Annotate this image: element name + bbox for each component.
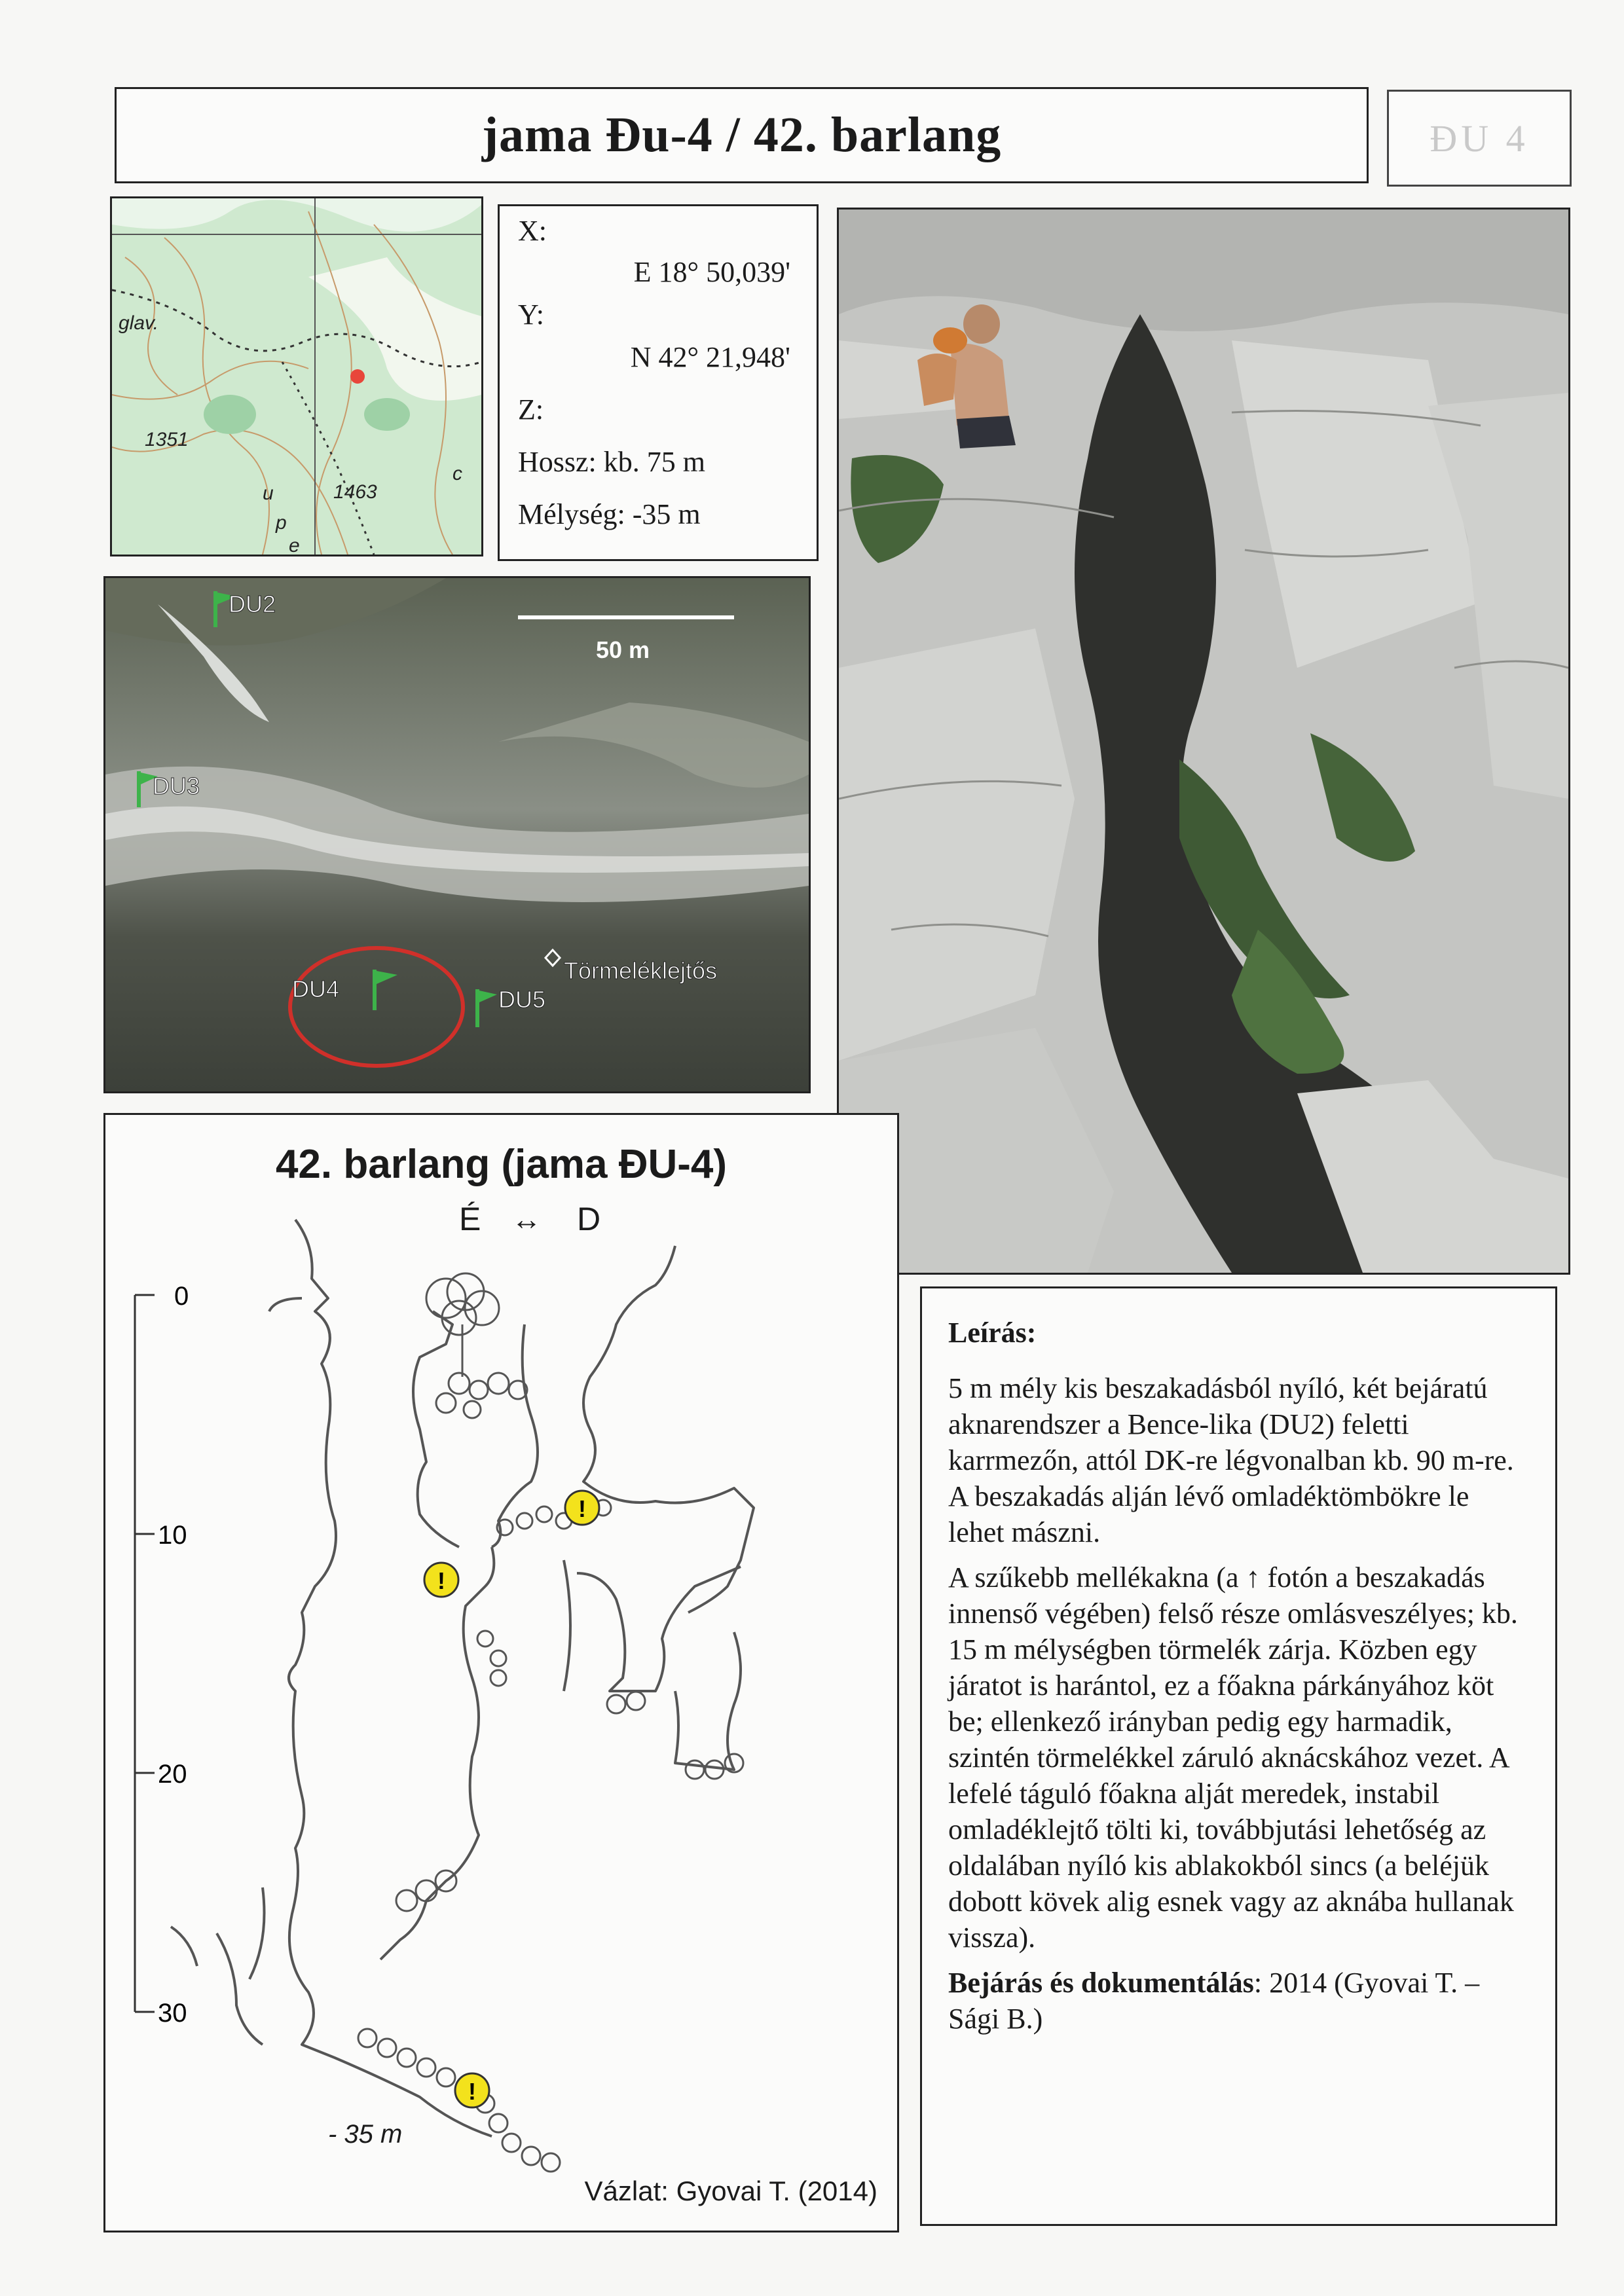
marker-du2-label: DU2 [229,591,276,617]
orientation-north: É [459,1201,481,1237]
survey-label: Bejárás és dokumentálás [948,1967,1254,1999]
coordinates-box [498,204,819,561]
cave-location-marker [350,369,365,384]
scale-tick-20: 20 [158,1760,187,1789]
photo-graphic [839,210,1568,1273]
cave-entrance-photo [837,208,1570,1275]
svg-text:!: ! [578,1495,586,1522]
svg-text:!: ! [468,2078,476,2105]
map-graphic [112,198,481,555]
map-label-p: p [276,512,287,534]
cave-code-box [1387,90,1572,187]
page-title: jama Đu-4 / 42. barlang [481,107,1002,162]
sketch-credit: Vázlat: Gyovai T. (2014) [584,2176,877,2206]
depth-scale [135,1295,155,2012]
y-label: Y: [518,299,544,331]
orientation-arrow: ↔ [511,1202,542,1236]
marker-debris-label: Törmeléklejtős [564,957,718,984]
svg-text:!: ! [437,1567,445,1594]
depth-value: Mélység: -35 m [518,498,701,530]
z-label: Z: [518,393,544,426]
warning-icon-1 [565,1491,599,1525]
topographic-map [110,196,483,556]
length-value: Hossz: kb. 75 m [518,446,705,478]
cave-sketch [103,1113,899,2232]
map-label-u: u [263,483,274,504]
marker-du4-label: DU4 [292,975,340,1002]
y-value: N 42° 21,948' [630,341,790,373]
map-label-1463: 1463 [333,481,377,503]
x-label: X: [518,215,547,247]
marker-du3-label: DU3 [153,773,200,799]
survey-info [948,1965,1529,2037]
depth-label: - 35 m [328,2120,403,2149]
orientation-south: D [577,1201,601,1237]
warning-icon-2 [424,1563,458,1597]
scale-tick-10: 10 [158,1521,187,1550]
description-box [920,1286,1557,2226]
satellite-image [103,576,811,1093]
map-label-e: e [289,535,300,555]
satellite-graphic [105,578,809,1091]
scale-tick-30: 30 [158,1999,187,2028]
sketch-graphic [105,1115,897,2231]
description-paragraph-1: 5 m mély kis beszakadásból nyíló, két bejáratú aknarendszer a Bence-lika (DU2) feletti karrmezőn, attól DK-re légvonalban kb. 90 m-re. A beszakadás alján lévő omladéktömbökre le lehet mászni. [948,1372,1514,1548]
cave-code: ĐU 4 [1430,117,1529,160]
map-label-c: c [452,463,462,484]
description-paragraph-2: A szűkebb mellékakna (a ↑ fotón a beszakadás innenső végében) felső része omlásveszélyes; kb. 15 m mélységben törmelék zárja. Közben egy járatot is harántol, ez a főakna párkányához köt be; ellenkező irányban pedig egy harmadik, szintén törmelékkel záruló aknácskához vezet. A lefelé táguló főakna alját meredek, instabil omladéklejtő tölti ki, továbbjutási lehetőség az oldalában nyíló kis ablakokból sincs (a beléjük dobott kövek alig esnek vagy az aknába hullanak vissza). [948,1561,1518,1954]
x-value: E 18° 50,039' [633,256,790,288]
warning-icon-3 [455,2073,489,2107]
scale-tick-0: 0 [174,1282,189,1311]
map-label-glav: glav. [119,312,159,334]
survey-value: : 2014 (Gyovai T. – Sági B.) [948,1967,1480,2035]
tree-icon [426,1273,499,1377]
marker-du5-label: DU5 [498,986,546,1013]
boulders [358,1373,743,2172]
map-label-1351: 1351 [145,429,189,450]
description-heading: Leírás: [948,1317,1037,1349]
scale-label: 50 m [595,636,650,663]
title-box [115,87,1369,183]
sketch-title: 42. barlang (jama ĐU-4) [275,1142,728,1187]
